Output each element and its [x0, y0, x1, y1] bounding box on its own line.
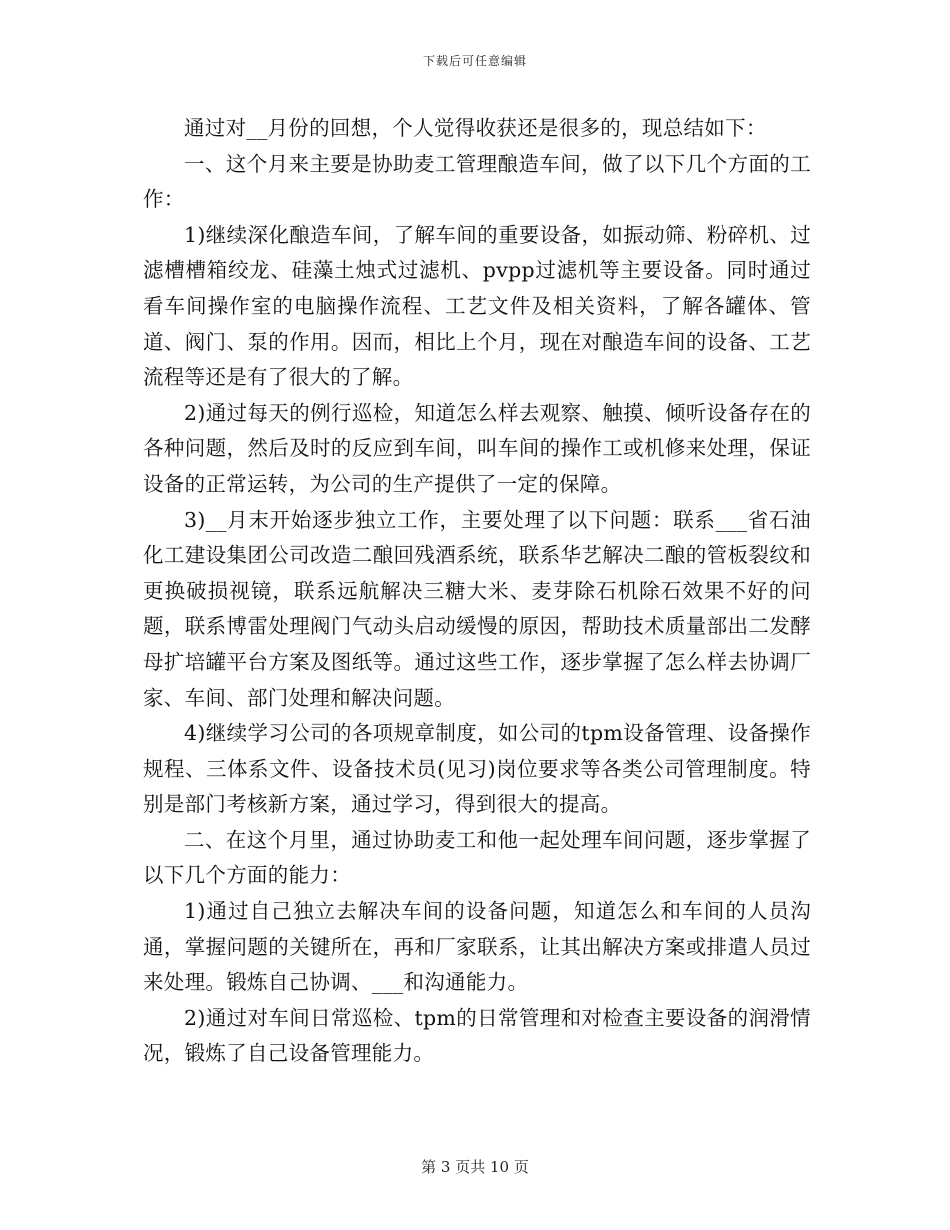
paragraph-2-1: 1)通过自己独立去解决车间的设备问题，知道怎么和车间的人员沟通，掌握问题的关键所在，再和厂家联系，让其出解决方案或排遣人员过来处理。锻炼自己协调、___和沟通能力。: [143, 899, 811, 995]
paragraph-intro: 通过对__月份的回想，个人觉得收获还是很多的，现总结如下：: [184, 116, 767, 140]
page-footer: 第 3 页共 10 页: [421, 1158, 529, 1176]
paragraph-1-4: 4)继续学习公司的各项规章制度，如公司的tpm设备管理、设备操作规程、三体系文件、设备技术员(见习)岗位要求等各类公司管理制度。特别是部门考核新方案，通过学习，得到很大的提高。: [143, 721, 811, 817]
section-heading-1: 一、这个月来主要是协助麦工管理酿造车间，做了以下几个方面的工作：: [143, 151, 811, 212]
paragraph-1-3: 3)__月末开始逐步独立工作，主要处理了以下问题：联系___省石油化工建设集团公司改造二酿回残酒系统，联系华艺解决二酿的管板裂纹和更换破损视镜，联系远航解决三糖大米、麦芽除石机除石效果不好的问题，联系博雷处理阀门气动头启动缓慢的原因，帮助技术质量部出二发酵母扩培罐平台方案及图纸等。通过这些工作，逐步掌握了怎么样去协调厂家、车间、部门处理和解决问题。: [143, 507, 811, 710]
paragraph-1-2: 2)通过每天的例行巡检，知道怎么样去观察、触摸、倾听设备存在的各种问题，然后及时的反应到车间，叫车间的操作工或机修来处理，保证设备的正常运转，为公司的生产提供了一定的保障。: [143, 400, 811, 496]
paragraph-1-1: 1)继续深化酿造车间，了解车间的重要设备，如振动筛、粉碎机、过滤槽槽箱绞龙、硅藻土烛式过滤机、pvpp过滤机等主要设备。同时通过看车间操作室的电脑操作流程、工艺文件及相关资料，了解各罐体、管道、阀门、泵的作用。因而，相比上个月，现在对酿造车间的设备、工艺流程等还是有了很大的了解。: [143, 222, 811, 390]
page-header: 下载后可任意编辑: [422, 54, 527, 68]
document-body: [143, 111, 811, 1072]
paragraph-2-2: 2)通过对车间日常巡检、tpm的日常管理和对检查主要设备的润滑情况，锻炼了自己设备管理能力。: [143, 1005, 811, 1066]
section-heading-2: 二、在这个月里，通过协助麦工和他一起处理车间问题，逐步掌握了以下几个方面的能力：: [143, 827, 811, 888]
